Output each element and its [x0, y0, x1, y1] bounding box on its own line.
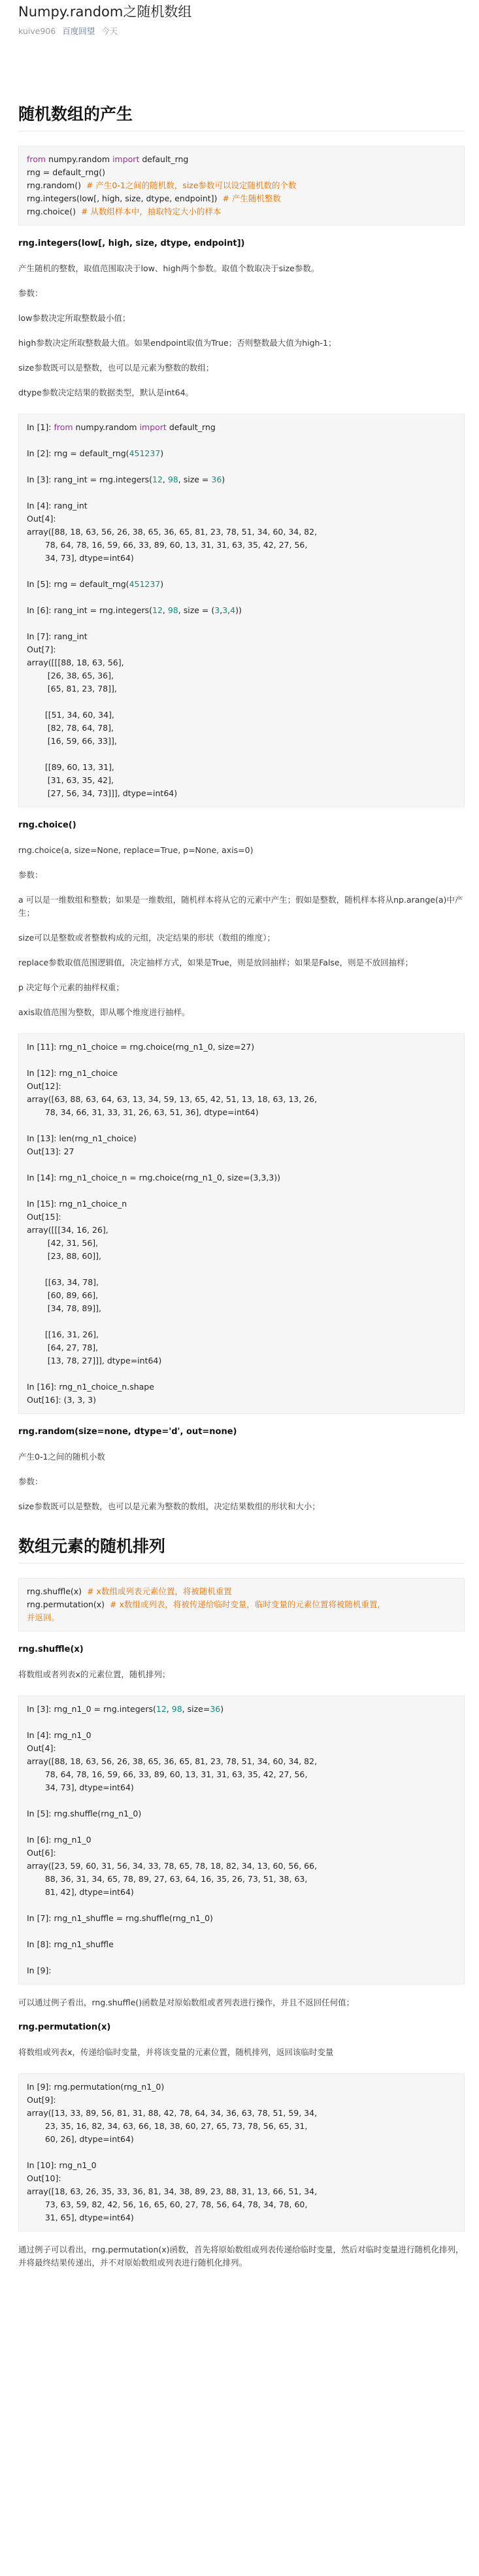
- param-item: p 决定每个元素的抽样权重；: [18, 982, 124, 992]
- code-line: 73, 63, 59, 82, 42, 56, 16, 65, 60, 27, 78, 56, 64, 78, 34, 78, 60,: [27, 2200, 308, 2209]
- code-line: from numpy.random import default_rng: [27, 154, 189, 164]
- code-line: 81, 42], dtype=int64): [27, 1887, 134, 1897]
- page-title: Numpy.random之随机数组: [18, 4, 192, 20]
- random-description: 产生0-1之间的随机小数: [18, 1452, 105, 1462]
- code-line: Out[6]:: [27, 1848, 56, 1858]
- code-line: [65, 81, 23, 78]],: [27, 684, 117, 694]
- code-line: rng.permutation(x) # x数组或列表，将被传递给临时变量，临时变量的元素位置将被随机重置，: [27, 1599, 386, 1609]
- param-item: low参数决定所取整数最小值；: [18, 313, 131, 323]
- random-params-label: 参数：: [18, 1477, 43, 1486]
- code-line: array([23, 59, 60, 31, 56, 34, 33, 78, 65, 78, 18, 82, 34, 13, 60, 56, 66,: [27, 1861, 318, 1871]
- publish-date: 今天: [101, 26, 118, 36]
- code-block-integers: [18, 414, 465, 807]
- code-line: In [9]:: [27, 1965, 52, 1975]
- code-line: [42, 31, 56],: [27, 1238, 99, 1248]
- section-divider: [18, 1563, 465, 1564]
- integers-description: 产生随机的整数，取值范围取决于low、high两个参数。取值个数取决于size参数。: [18, 263, 320, 273]
- code-line: In [7]: rang_int: [27, 631, 88, 641]
- integers-heading: rng.integers(low[, high, size, dtype, endpoint]): [18, 239, 245, 248]
- code-line: [[63, 34, 78],: [27, 1277, 99, 1287]
- code-line: array([[[34, 16, 26],: [27, 1225, 108, 1235]
- permutation-heading: rng.permutation(x): [18, 2022, 111, 2032]
- code-line: rng.integers(low[, high, size, dtype, endpoint]) # 产生随机整数: [27, 193, 281, 203]
- choice-params-list: [18, 894, 465, 1019]
- param-item: size参数既可以是整数，也可以是元素为整数的数组；: [18, 363, 214, 373]
- code-line: [34, 78, 89]],: [27, 1303, 102, 1313]
- shuffle-heading: rng.shuffle(x): [18, 1645, 84, 1654]
- param-item: axis取值范围为整数，即从哪个维度进行抽样。: [18, 1007, 190, 1017]
- code-line: In [13]: len(rng_n1_choice): [27, 1133, 137, 1143]
- code-line: In [5]: rng.shuffle(rng_n1_0): [27, 1809, 142, 1818]
- code-line: In [3]: rng_n1_0 = rng.integers(12, 98, size=36): [27, 1704, 224, 1714]
- random-params-list: [18, 1500, 465, 1513]
- code-line: 并返回。: [27, 1613, 60, 1622]
- code-line: 60, 26], dtype=int64): [27, 2134, 134, 2144]
- code-line: rng.random() # 产生0-1之间的随机数，size参数可以设定随机数的个数: [27, 180, 297, 190]
- random-heading: rng.random(size=none, dtype='d', out=none): [18, 1427, 237, 1437]
- code-line: array([63, 88, 63, 64, 63, 13, 34, 59, 13, 65, 42, 51, 13, 18, 63, 13, 26,: [27, 1094, 318, 1104]
- code-line: Out[12]:: [27, 1081, 61, 1091]
- account-link[interactable]: 百度回望: [62, 26, 95, 36]
- code-line: array([18, 63, 26, 35, 33, 36, 81, 34, 38, 89, 23, 88, 31, 13, 66, 51, 34,: [27, 2186, 318, 2196]
- code-line: In [6]: rng_n1_0: [27, 1835, 91, 1845]
- code-line: [82, 78, 64, 78],: [27, 723, 114, 733]
- code-line: [[51, 34, 60, 34],: [27, 710, 114, 720]
- code-line: 23, 35, 16, 82, 34, 63, 66, 18, 38, 60, 27, 65, 73, 78, 56, 65, 31,: [27, 2121, 308, 2131]
- code-line: Out[13]: 27: [27, 1146, 74, 1156]
- code-line: Out[7]:: [27, 644, 56, 654]
- code-line: array([[[88, 18, 63, 56],: [27, 658, 124, 667]
- code-line: 78, 64, 78, 16, 59, 66, 33, 89, 60, 13, 31, 31, 63, 35, 42, 27, 56,: [27, 1769, 308, 1779]
- code-line: Out[15]:: [27, 1212, 61, 1222]
- code-line: In [4]: rng_n1_0: [27, 1730, 91, 1740]
- code-line: [13, 78, 27]]], dtype=int64): [27, 1356, 162, 1365]
- code-line: 34, 73], dtype=int64): [27, 553, 134, 563]
- section-heading-permute: 数组元素的随机排列: [18, 1537, 166, 1556]
- code-line: In [6]: rang_int = rng.integers(12, 98, size = (3,3,4)): [27, 605, 242, 615]
- permutation-description: 将数组或列表x，传递给临时变量，并将该变量的元素位置，随机排列，返回该临时变量: [18, 2047, 334, 2057]
- code-line: In [7]: rng_n1_shuffle = rng.shuffle(rng_n1_0): [27, 1913, 213, 1923]
- permutation-note: 通过例子可以看出，rng.permutation(x)函数，首先将原始数组或列表传递给临时变量，然后对临时变量进行随机化排列，并将最终结果传递出，并不对原始数组或列表进行随机化排列。: [18, 2245, 464, 2267]
- code-line: Out[9]:: [27, 2095, 56, 2105]
- code-line: array([88, 18, 63, 56, 26, 38, 65, 36, 65, 81, 23, 78, 51, 34, 60, 34, 82,: [27, 1756, 318, 1766]
- code-line: [60, 89, 66],: [27, 1290, 99, 1300]
- code-line: [23, 88, 60]],: [27, 1251, 102, 1261]
- param-item: replace参数取值范围逻辑值，决定抽样方式，如果是True，则是放回抽样；如果是False，则是不放回抽样；: [18, 958, 414, 967]
- code-line: [[16, 31, 26],: [27, 1330, 99, 1339]
- param-item: a 可以是一维数组和整数；如果是一维数组，随机样本将从它的元素中产生；假如是整数，随机样本将从np.arange(a)中产生；: [18, 895, 463, 918]
- code-line: [26, 38, 65, 36],: [27, 671, 114, 680]
- author-name[interactable]: kuive906: [18, 26, 56, 36]
- code-line: In [9]: rng.permutation(rng_n1_0): [27, 2082, 165, 2092]
- code-line: [31, 63, 35, 42],: [27, 775, 114, 785]
- code-line: Out[16]: (3, 3, 3): [27, 1395, 97, 1405]
- integers-params-list: [18, 312, 465, 399]
- code-line: In [10]: rng_n1_0: [27, 2160, 97, 2170]
- param-item: dtype参数决定结果的数据类型，默认是int64。: [18, 388, 194, 397]
- code-line: In [14]: rng_n1_choice_n = rng.choice(rng_n1_0, size=(3,3,3)): [27, 1173, 280, 1182]
- code-line: rng = default_rng(): [27, 167, 105, 177]
- params-label: 参数：: [18, 288, 43, 298]
- article-meta: [18, 25, 465, 37]
- code-line: In [8]: rng_n1_shuffle: [27, 1939, 114, 1949]
- code-line: [27, 56, 34, 73]]], dtype=int64): [27, 788, 178, 798]
- code-line: rng.shuffle(x) # x数组或列表元素位置，将被随机重置: [27, 1586, 232, 1596]
- code-block-shuffle: [18, 1696, 465, 1984]
- param-item: size可以是整数或者整数构成的元组，决定结果的形状（数组的维度）；: [18, 933, 275, 943]
- code-line: Out[10]:: [27, 2173, 61, 2183]
- code-line: In [11]: rng_n1_choice = rng.choice(rng_n1_0, size=27): [27, 1042, 255, 1052]
- code-line: Out[4]:: [27, 1743, 56, 1753]
- code-line: 31, 65], dtype=int64): [27, 2213, 134, 2222]
- code-line: In [1]: from numpy.random import default_rng: [27, 422, 216, 432]
- code-line: rng.choice() # 从数组样本中，抽取特定大小的样本: [27, 207, 222, 216]
- shuffle-description: 将数组或者列表x的元素位置，随机排列；: [18, 1669, 171, 1679]
- code-block-overview: [18, 146, 465, 226]
- code-line: [64, 27, 78],: [27, 1343, 99, 1352]
- code-line: In [16]: rng_n1_choice_n.shape: [27, 1382, 154, 1392]
- code-line: [16, 59, 66, 33]],: [27, 736, 117, 746]
- code-block-permutation: [18, 2073, 465, 2232]
- choice-heading: rng.choice(): [18, 820, 76, 830]
- code-block-permute-overview: [18, 1578, 465, 1631]
- code-line: In [4]: rang_int: [27, 501, 88, 510]
- code-line: [[89, 60, 13, 31],: [27, 762, 114, 772]
- shuffle-note: 可以通过例子看出，rng.shuffle()函数是对原始数组或者列表进行操作，并且不返回任何值；: [18, 1998, 355, 2007]
- section-heading-generate: 随机数组的产生: [18, 105, 133, 124]
- choice-signature: rng.choice(a, size=None, replace=True, p=None, axis=0): [18, 845, 254, 855]
- code-line: In [3]: rang_int = rng.integers(12, 98, size = 36): [27, 475, 225, 484]
- choice-params-label: 参数：: [18, 870, 43, 880]
- param-item: high参数决定所取整数最大值。如果endpoint取值为True；否则整数最大值为high-1；: [18, 338, 337, 348]
- code-line: 78, 64, 78, 16, 59, 66, 33, 89, 60, 13, 31, 31, 63, 35, 42, 27, 56,: [27, 540, 308, 550]
- code-line: In [2]: rng = default_rng(451237): [27, 448, 164, 458]
- code-line: In [5]: rng = default_rng(451237): [27, 579, 164, 589]
- code-line: 34, 73], dtype=int64): [27, 1782, 134, 1792]
- code-line: array([88, 18, 63, 56, 26, 38, 65, 36, 65, 81, 23, 78, 51, 34, 60, 34, 82,: [27, 527, 318, 537]
- code-line: array([13, 33, 89, 56, 81, 31, 88, 42, 78, 64, 34, 36, 63, 78, 51, 59, 34,: [27, 2108, 318, 2118]
- code-line: 78, 34, 66, 31, 33, 31, 26, 63, 51, 36], dtype=int64): [27, 1107, 259, 1117]
- code-block-choice: [18, 1033, 465, 1414]
- code-line: 88, 36, 31, 34, 65, 78, 89, 27, 63, 64, 16, 35, 26, 73, 51, 38, 63,: [27, 1874, 308, 1884]
- code-line: In [12]: rng_n1_choice: [27, 1068, 118, 1078]
- code-line: Out[4]:: [27, 514, 56, 524]
- code-line: In [15]: rng_n1_choice_n: [27, 1199, 127, 1209]
- param-item: size参数既可以是整数，也可以是元素为整数的数组，决定结果数组的形状和大小；: [18, 1501, 320, 1511]
